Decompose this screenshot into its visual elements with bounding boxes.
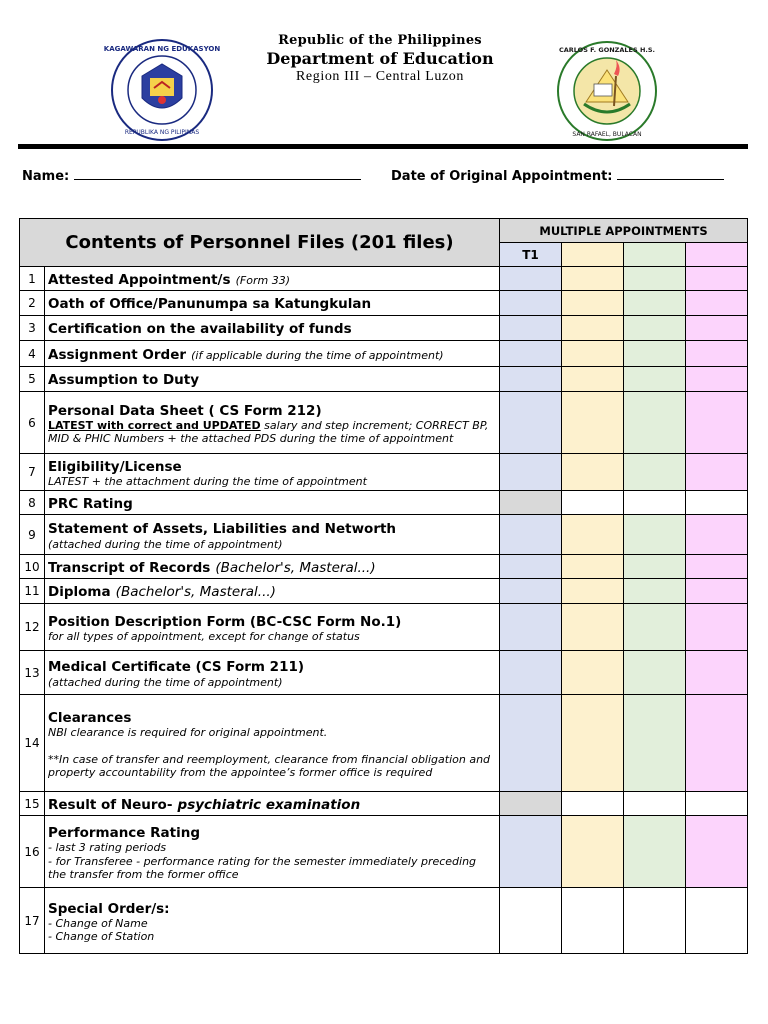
file-item: [45, 816, 500, 888]
appointment-check-cell-t4[interactable]: [686, 341, 748, 367]
appointment-check-cell-t2[interactable]: [562, 367, 624, 392]
file-item-detail-line: salary and step increment; CORRECT BP, MID & PHIC Numbers + the attached PDS during the time of appointment: [48, 418, 489, 446]
row-number: 16: [20, 816, 45, 888]
file-item: [45, 651, 500, 695]
file-item-title: Medical Certificate (CS Form 211): [48, 659, 305, 676]
file-item-details: [48, 538, 496, 551]
file-item-note: psychiatric examination: [177, 796, 361, 813]
appointment-check-cell-t3[interactable]: [624, 816, 686, 888]
file-item-title: Assignment Order: [48, 346, 187, 363]
svg-text:KAGAWARAN NG EDUKASYON: KAGAWARAN NG EDUKASYON: [103, 45, 221, 53]
svg-text:CARLOS F. GONZALES H.S.: CARLOS F. GONZALES H.S.: [558, 46, 656, 54]
region-heading: Region III – Central Luzon: [295, 69, 464, 84]
file-item-detail-line: - for Transferee - performance rating for the semester immediately preceding the transfer from the former office: [48, 854, 477, 881]
appointment-check-cell-t2[interactable]: [562, 491, 624, 515]
name-blank[interactable]: [74, 167, 361, 180]
row-number: 12: [20, 604, 45, 651]
file-item-title: Special Order/s:: [48, 900, 170, 917]
file-item-detail-line: (attached during the time of appointment): [48, 537, 283, 551]
header-divider: [18, 144, 748, 149]
file-item-details: [48, 475, 496, 488]
table-row: [20, 267, 748, 291]
file-item-title: Diploma: [48, 584, 111, 601]
appointment-check-cell-t1[interactable]: [500, 316, 562, 341]
appointment-check-cell-t4[interactable]: [686, 579, 748, 604]
appointment-check-cell-t2[interactable]: [562, 604, 624, 651]
row-number: 15: [20, 792, 45, 816]
appointment-check-cell-t4[interactable]: [686, 367, 748, 392]
date-label: Date of Original Appointment:: [391, 169, 613, 184]
appointment-check-cell-t4[interactable]: [686, 816, 748, 888]
appointment-check-cell-t2[interactable]: [562, 695, 624, 792]
file-item: [45, 555, 500, 579]
table-row: [20, 316, 748, 341]
t1-header: T1: [500, 243, 562, 267]
appointment-check-cell-t3[interactable]: [624, 515, 686, 555]
table-row: [20, 392, 748, 454]
file-item-title: Transcript of Records: [48, 559, 211, 576]
appointment-check-cell-t4[interactable]: [686, 515, 748, 555]
file-item-detail-line: **In case of transfer and reemployment, clearance from financial obligation and property accountability from the appointee’s former office is required: [48, 753, 491, 780]
file-item: [45, 888, 500, 954]
file-item-details: [48, 917, 496, 943]
appointment-check-cell-t2[interactable]: [562, 392, 624, 454]
appointment-check-cell-t4[interactable]: [686, 651, 748, 695]
file-item-details: [48, 726, 496, 780]
file-item-title: Personal Data Sheet ( CS Form 212): [48, 402, 322, 419]
appointment-check-cell-t3[interactable]: [624, 291, 686, 316]
row-number: 2: [20, 291, 45, 316]
appointment-check-cell-t3[interactable]: [624, 695, 686, 792]
row-number: 10: [20, 555, 45, 579]
table-row: [20, 367, 748, 392]
republic-heading: Republic of the Philippines: [278, 33, 482, 48]
file-item-detail-line: [48, 739, 496, 753]
file-item: [45, 579, 500, 604]
table-row: [20, 792, 748, 816]
row-number: 4: [20, 341, 45, 367]
file-item-note: (if applicable during the time of appointment): [191, 348, 444, 362]
appointment-check-cell-t3[interactable]: [624, 367, 686, 392]
appointment-check-cell-t1[interactable]: [500, 341, 562, 367]
appointment-check-cell-t2[interactable]: [562, 515, 624, 555]
appointment-check-cell-t3[interactable]: [624, 792, 686, 816]
appointment-check-cell-t4[interactable]: [686, 555, 748, 579]
appointment-check-cell-t1[interactable]: [500, 888, 562, 954]
file-item-emphasis: LATEST with correct and UPDATED: [48, 418, 261, 432]
school-seal-logo: [556, 40, 658, 142]
appointment-check-cell-t1[interactable]: [500, 291, 562, 316]
appointment-check-cell-t3[interactable]: [624, 267, 686, 291]
appointment-check-cell-t1[interactable]: [500, 367, 562, 392]
appointment-check-cell-t2[interactable]: [562, 651, 624, 695]
table-row: [20, 555, 748, 579]
appointment-check-cell-t3[interactable]: [624, 316, 686, 341]
appointment-check-cell-t3[interactable]: [624, 555, 686, 579]
row-number: 6: [20, 392, 45, 454]
appointment-check-cell-t4[interactable]: [686, 695, 748, 792]
file-item: [45, 454, 500, 491]
table-row: [20, 341, 748, 367]
appointment-check-cell-t1[interactable]: [500, 604, 562, 651]
row-number: 1: [20, 267, 45, 291]
date-blank[interactable]: [617, 167, 724, 180]
t3-header: [624, 243, 686, 267]
appointment-check-cell-t4[interactable]: [686, 454, 748, 491]
table-row: [20, 291, 748, 316]
date-of-appointment-field[interactable]: [391, 167, 724, 184]
appointment-check-cell-t1[interactable]: [500, 555, 562, 579]
table-row: [20, 515, 748, 555]
appointment-check-cell-t4[interactable]: [686, 392, 748, 454]
appointment-check-cell-t1[interactable]: [500, 579, 562, 604]
appointment-check-cell-t3[interactable]: [624, 341, 686, 367]
letterhead: [0, 0, 768, 150]
file-item: [45, 341, 500, 367]
file-item: [45, 491, 500, 515]
t4-header: [686, 243, 748, 267]
row-number: 7: [20, 454, 45, 491]
file-item-detail-line: NBI clearance is required for original appointment.: [48, 725, 328, 739]
deped-seal-logo: [103, 38, 221, 142]
file-item-detail-line: LATEST + the attachment during the time of appointment: [48, 475, 367, 488]
file-item-title: Certification on the availability of funds: [48, 321, 352, 338]
row-number: 8: [20, 491, 45, 515]
department-heading: Department of Education: [266, 49, 494, 68]
file-item-title: Assumption to Duty: [48, 372, 200, 389]
appointment-check-cell-t1[interactable]: [500, 454, 562, 491]
appointment-check-cell-t4[interactable]: [686, 267, 748, 291]
file-item-note: (Bachelor's, Masteral...): [115, 584, 276, 601]
appointment-check-cell-t1[interactable]: [500, 491, 562, 515]
svg-text:SAN RAFAEL, BULACAN: SAN RAFAEL, BULACAN: [572, 131, 642, 138]
appointment-check-cell-t4[interactable]: [686, 491, 748, 515]
appointment-check-cell-t1[interactable]: [500, 267, 562, 291]
svg-text:REPUBLIKA NG PILIPINAS: REPUBLIKA NG PILIPINAS: [124, 129, 200, 136]
file-item: [45, 392, 500, 454]
file-item-title: Eligibility/License: [48, 458, 182, 475]
file-item-title: Attested Appointment/s: [48, 271, 231, 288]
file-item-detail-line: - Change of Station: [48, 930, 155, 944]
file-item: [45, 291, 500, 316]
table-row: [20, 604, 748, 651]
file-item: [45, 515, 500, 555]
table-row: [20, 454, 748, 491]
appointment-check-cell-t4[interactable]: [686, 792, 748, 816]
appointment-check-cell-t2[interactable]: [562, 316, 624, 341]
file-item-details: [48, 841, 496, 881]
personnel-files-table: [19, 218, 748, 954]
appointment-check-cell-t2[interactable]: [562, 267, 624, 291]
appointment-check-cell-t4[interactable]: [686, 316, 748, 341]
appointment-check-cell-t4[interactable]: [686, 604, 748, 651]
table-row: [20, 888, 748, 954]
table-title: Contents of Personnel Files (201 files): [20, 219, 500, 267]
row-number: 5: [20, 367, 45, 392]
row-number: 11: [20, 579, 45, 604]
appointment-check-cell-t3[interactable]: [624, 579, 686, 604]
file-item-detail-line: for all types of appointment, except for change of status: [48, 630, 360, 643]
table-row: [20, 491, 748, 515]
appointment-check-cell-t3[interactable]: [624, 454, 686, 491]
appointment-check-cell-t2[interactable]: [562, 341, 624, 367]
appointment-check-cell-t3[interactable]: [624, 491, 686, 515]
row-number: 9: [20, 515, 45, 555]
multiple-appointments-header: MULTIPLE APPOINTMENTS: [500, 219, 748, 243]
appointment-check-cell-t3[interactable]: [624, 392, 686, 454]
file-item-details: [48, 630, 496, 643]
file-item-title: PRC Rating: [48, 495, 133, 512]
appointment-check-cell-t1[interactable]: [500, 695, 562, 792]
file-item-title: Performance Rating: [48, 825, 201, 842]
appointment-check-cell-t3[interactable]: [624, 604, 686, 651]
file-item-note: (Bachelor's, Masteral...): [215, 559, 376, 576]
file-item-title: Position Description Form (BC-CSC Form No.1): [48, 613, 402, 630]
table-row: [20, 651, 748, 695]
appointment-check-cell-t2[interactable]: [562, 816, 624, 888]
name-field[interactable]: [22, 167, 361, 184]
file-item-title: Statement of Assets, Liabilities and Networth: [48, 521, 397, 538]
appointment-check-cell-t1[interactable]: [500, 792, 562, 816]
file-item: [45, 792, 500, 816]
row-number: 14: [20, 695, 45, 792]
appointment-check-cell-t1[interactable]: [500, 651, 562, 695]
file-item: [45, 367, 500, 392]
file-item-title: Result of Neuro-: [48, 796, 173, 813]
appointment-check-cell-t4[interactable]: [686, 291, 748, 316]
appointment-check-cell-t2[interactable]: [562, 454, 624, 491]
appointment-check-cell-t3[interactable]: [624, 651, 686, 695]
row-number: 13: [20, 651, 45, 695]
table-row: [20, 695, 748, 792]
name-label: Name:: [22, 169, 70, 184]
file-item: [45, 316, 500, 341]
file-item-detail-line: - Change of Name: [48, 916, 148, 930]
appointment-check-cell-t1[interactable]: [500, 816, 562, 888]
appointment-check-cell-t4[interactable]: [686, 888, 748, 954]
appointment-check-cell-t2[interactable]: [562, 888, 624, 954]
appointment-check-cell-t1[interactable]: [500, 392, 562, 454]
appointment-check-cell-t1[interactable]: [500, 515, 562, 555]
file-item-detail-line: (attached during the time of appointment): [48, 675, 283, 689]
file-item-title: Oath of Office/Panunumpa sa Katungkulan: [48, 296, 372, 313]
file-item: [45, 267, 500, 291]
appointment-check-cell-t2[interactable]: [562, 792, 624, 816]
appointment-check-cell-t3[interactable]: [624, 888, 686, 954]
table-row: [20, 579, 748, 604]
table-row: [20, 816, 748, 888]
appointment-check-cell-t2[interactable]: [562, 555, 624, 579]
file-item: [45, 695, 500, 792]
file-item: [45, 604, 500, 651]
row-number: 17: [20, 888, 45, 954]
appointment-check-cell-t2[interactable]: [562, 291, 624, 316]
file-item-details: [48, 419, 496, 445]
file-item-note: (Form 33): [235, 273, 290, 287]
file-item-detail-line: - last 3 rating periods: [48, 841, 167, 855]
t2-header: [562, 243, 624, 267]
file-item-details: [48, 676, 496, 689]
file-item-title: Clearances: [48, 709, 132, 726]
row-number: 3: [20, 316, 45, 341]
appointment-check-cell-t2[interactable]: [562, 579, 624, 604]
